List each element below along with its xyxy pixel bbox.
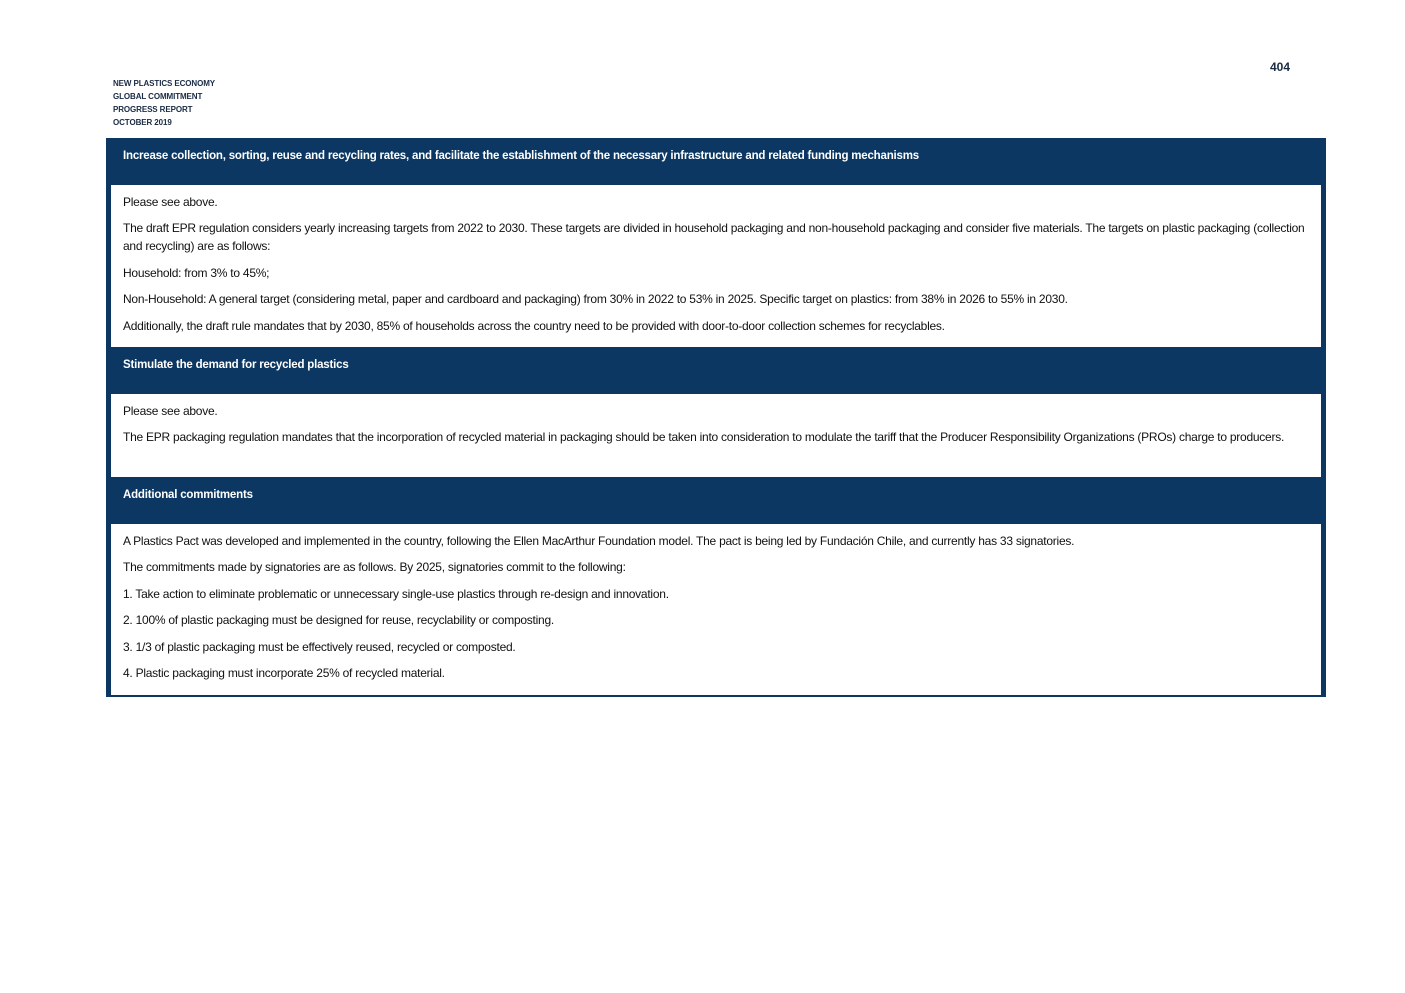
section-body-recycled-demand <box>111 394 1321 477</box>
paragraph: Additionally, the draft rule mandates that by 2030, 85% of households across the country need to be provided with door-to-door collection schemes for recyclables. <box>123 318 945 333</box>
list-item: 2. 100% of plastic packaging must be designed for reuse, recyclability or composting. <box>123 613 554 628</box>
list-item: 1. Take action to eliminate problematic or unnecessary single-use plastics through re-design and innovation. <box>123 586 669 601</box>
paragraph: The draft EPR regulation considers yearly increasing targets from 2022 to 2030. These targets are divided in household packaging and non-household packaging and consider five materials. The targets on plastic packaging (collection and recycling) are as follows: <box>123 221 1305 254</box>
page-number: 404 <box>1269 60 1290 74</box>
report-header-line: NEW PLASTICS ECONOMY <box>113 79 216 88</box>
paragraph: Household: from 3% to 45%; <box>123 265 270 280</box>
paragraph: Please see above. <box>123 195 218 209</box>
section-header-recycled-demand: Stimulate the demand for recycled plastics <box>123 359 349 371</box>
section-body-additional-commitments <box>111 524 1321 695</box>
list-item: 4. Plastic packaging must incorporate 25% of recycled material. <box>123 665 445 680</box>
paragraph: The EPR packaging regulation mandates that the incorporation of recycled material in packaging should be taken into consideration to modulate the tariff that the Producer Responsibility Organizations (PROs) charge to producers. <box>123 430 1285 445</box>
paragraph: Non-Household: A general target (considering metal, paper and cardboard and packaging) from 30% in 2022 to 53% in 2025. Specific target on plastics: from 38% in 2026 to 55% in 2030. <box>123 292 1068 307</box>
report-header <box>113 77 215 129</box>
paragraph: A Plastics Pact was developed and implemented in the country, following the Ellen MacArthur Foundation model. The pact is being led by Fundación Chile, and currently has 33 signatories. <box>123 534 1075 548</box>
report-header-line: OCTOBER 2019 <box>113 118 172 127</box>
report-header-line: GLOBAL COMMITMENT <box>113 92 203 101</box>
paragraph: Please see above. <box>123 404 218 418</box>
paragraph: The commitments made by signatories are as follows. By 2025, signatories commit to the following: <box>123 560 626 575</box>
policy-table <box>106 138 1326 697</box>
section-body-collection <box>111 185 1321 347</box>
list-item: 3. 1/3 of plastic packaging must be effectively reused, recycled or composted. <box>123 639 516 654</box>
report-header-line: PROGRESS REPORT <box>113 105 193 114</box>
section-header-collection: Increase collection, sorting, reuse and recycling rates, and facilitate the establishment of the necessary infrastructure and related funding mechanisms <box>123 150 919 162</box>
section-header-additional-commitments: Additional commitments <box>123 489 253 501</box>
